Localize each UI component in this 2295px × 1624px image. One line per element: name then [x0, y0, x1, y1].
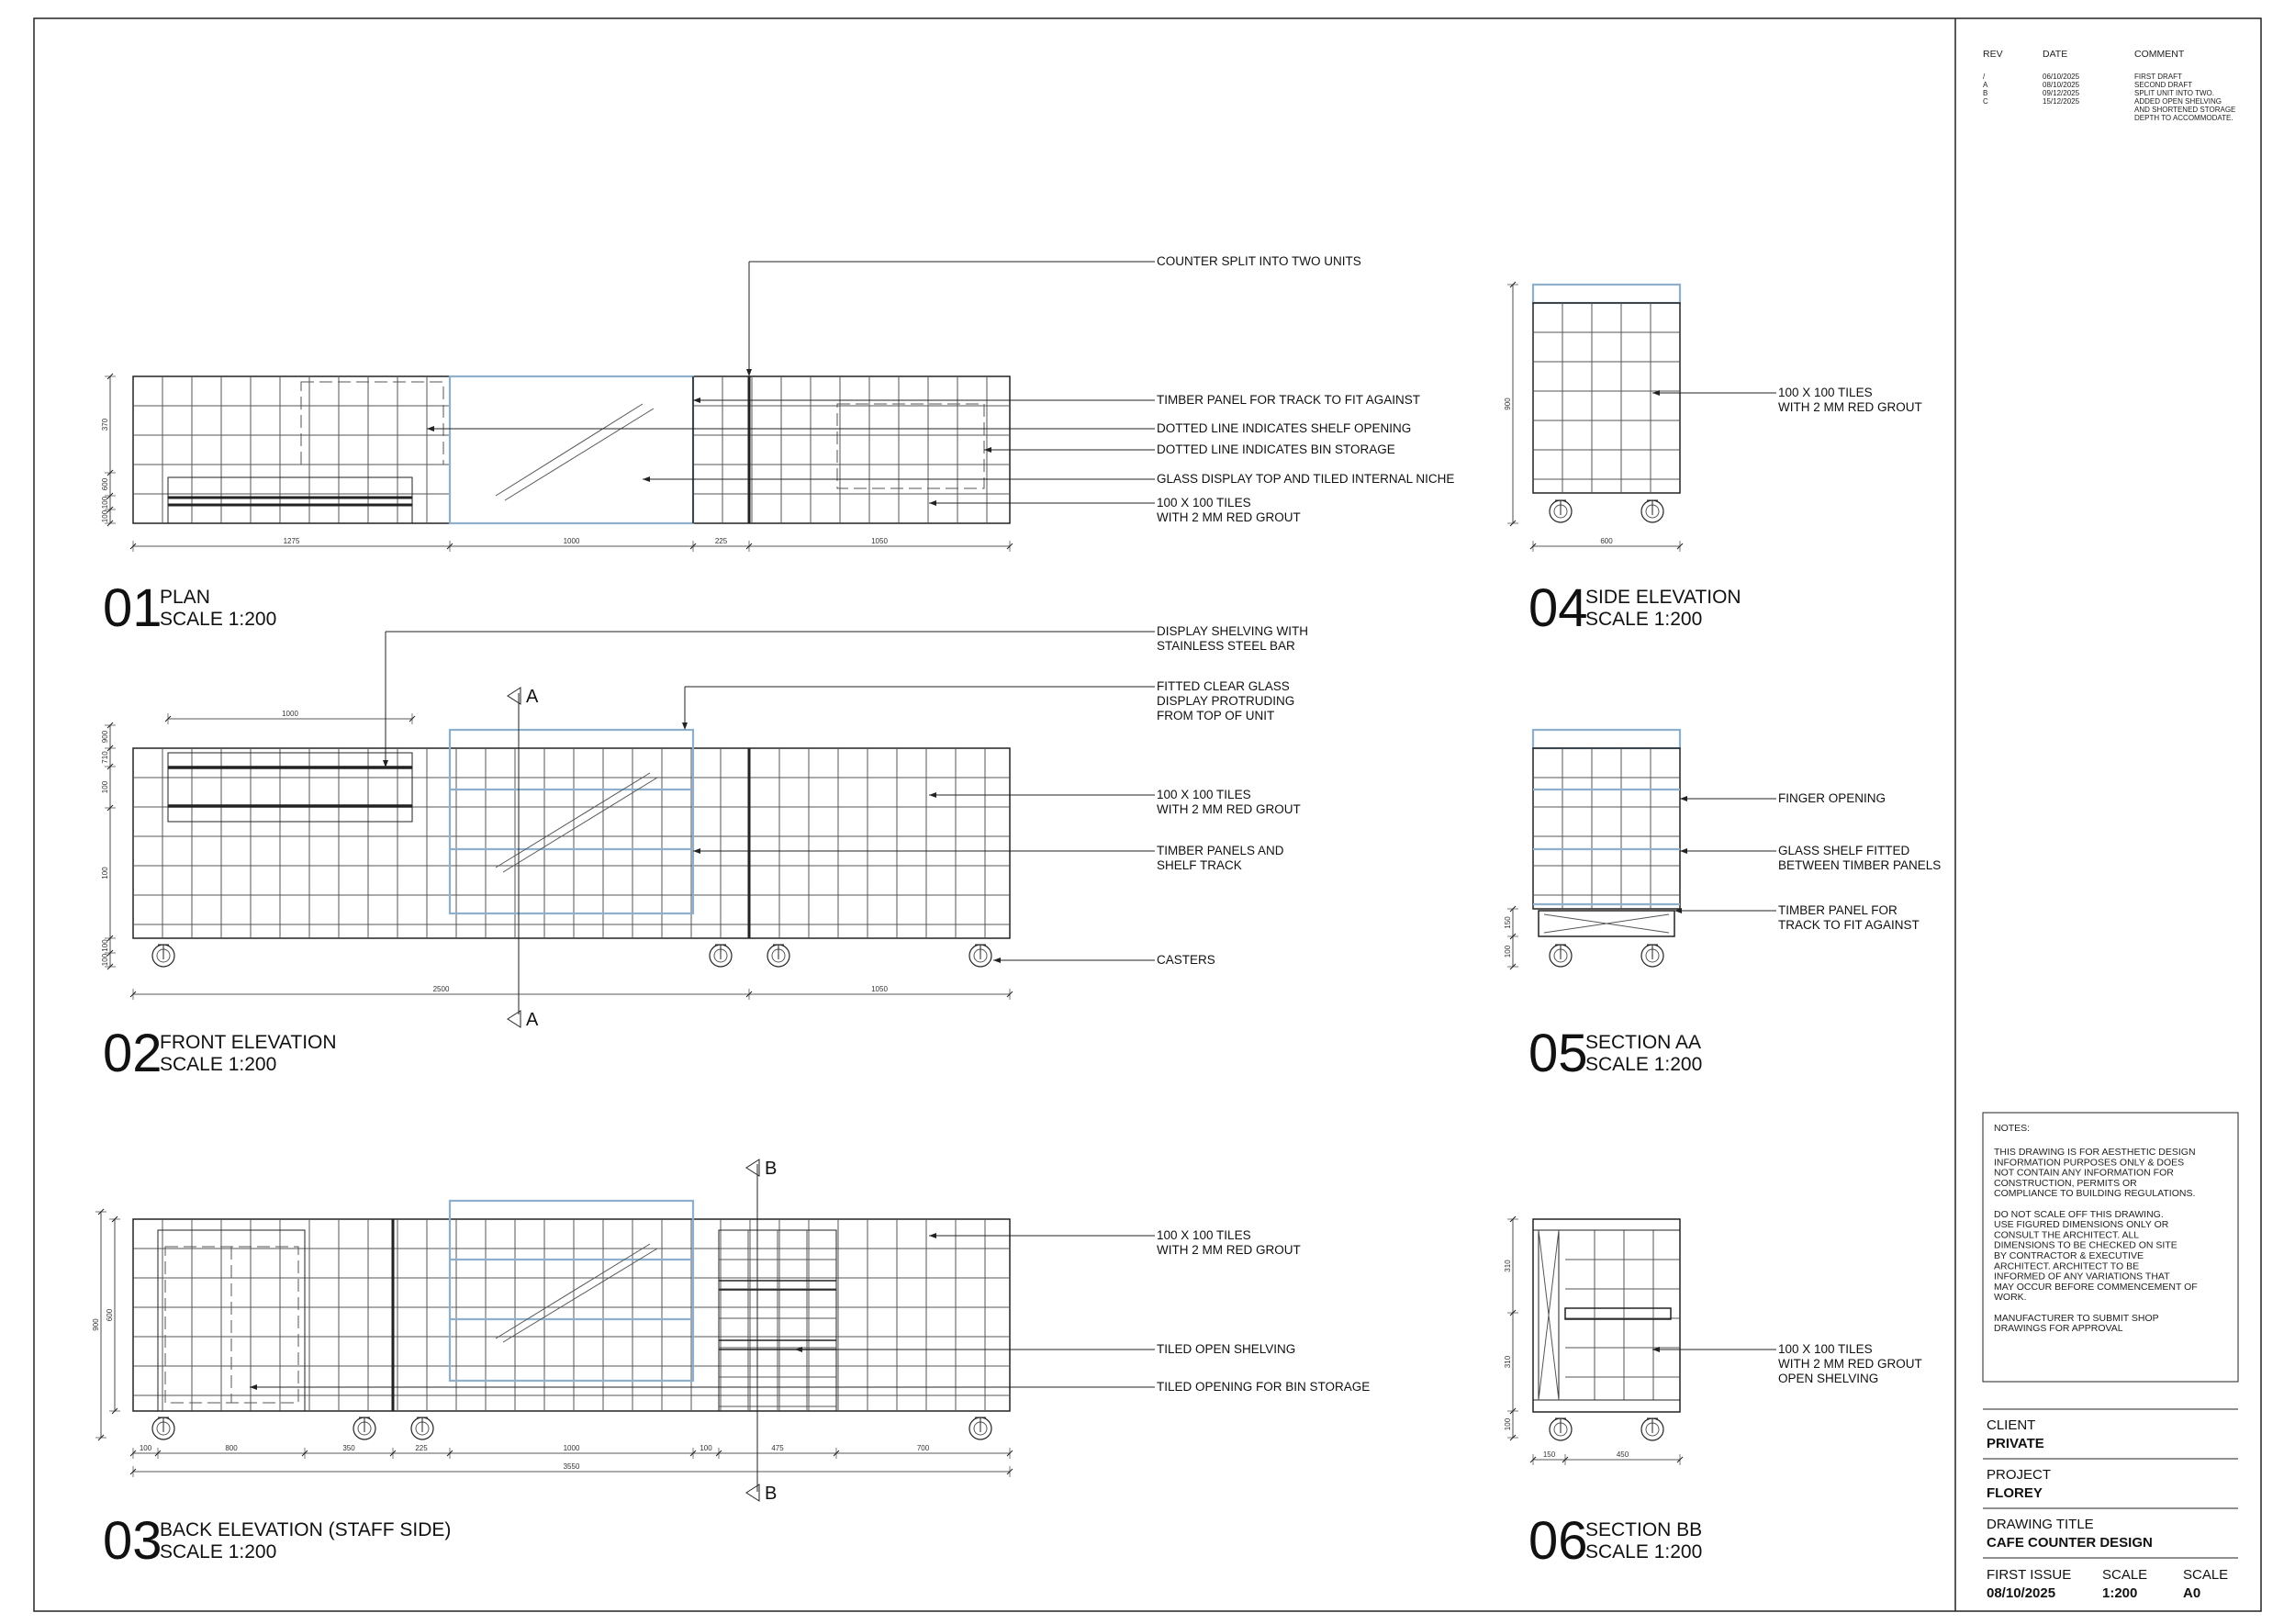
dimension-label: 600 — [101, 477, 109, 491]
annotation-bb-tiles-line: 100 X 100 TILES — [1778, 1342, 1873, 1356]
leader-arrow-icon — [693, 848, 700, 854]
front-outline — [133, 748, 1010, 938]
view-name: SIDE ELEVATION — [1585, 587, 1741, 608]
back-dimension-row2 — [130, 1462, 1013, 1477]
revision-comment: FIRST DRAFT — [2134, 73, 2182, 81]
dimension-label: 1000 — [282, 710, 298, 718]
notes-line: DRAWINGS FOR APPROVAL — [1994, 1323, 2123, 1335]
annotation-timber-panels-line: TIMBER PANELS AND — [1157, 844, 1284, 857]
annotation-glass-display-line: DISPLAY PROTRUDING — [1157, 694, 1295, 708]
annotation-shelf-opening-line: DOTTED LINE INDICATES SHELF OPENING — [1157, 421, 1412, 435]
dimension-label: 100 — [101, 496, 109, 510]
client-value: PRIVATE — [1987, 1436, 2044, 1451]
dimension-label: 900 — [92, 1318, 100, 1331]
annotation-front-tiles-line: WITH 2 MM RED GROUT — [1157, 802, 1301, 816]
leader-arrow-icon — [427, 426, 434, 431]
revision-date: 09/12/2025 — [2043, 89, 2080, 97]
annotation-back-tiles-line: 100 X 100 TILES — [1157, 1228, 1251, 1242]
view-name: FRONT ELEVATION — [160, 1032, 337, 1053]
annotation-aa-timber-panel-line: TIMBER PANEL FOR — [1778, 903, 1898, 917]
plan-tiles-right — [693, 376, 1010, 523]
plan-display-shelf — [168, 477, 412, 523]
annotation-plan-tiles-line: 100 X 100 TILES — [1157, 496, 1251, 510]
scale-label: SCALE — [2102, 1567, 2148, 1583]
bb-top-slab — [1533, 1219, 1680, 1230]
revision-comment: ADDED OPEN SHELVING — [2134, 97, 2222, 106]
dimension-label: 225 — [714, 537, 728, 545]
view-name: PLAN — [160, 587, 210, 608]
dimension-label: 350 — [342, 1444, 355, 1452]
revision-comment: SECOND DRAFT — [2134, 81, 2193, 89]
notes-line: BY CONTRACTOR & EXECUTIVE — [1994, 1250, 2144, 1261]
dimension-label: 1275 — [283, 537, 300, 545]
dimension-label: 100 — [139, 1444, 152, 1452]
drawing-title-value: CAFE COUNTER DESIGN — [1987, 1535, 2153, 1551]
bb-dimension-bottom — [1530, 1450, 1683, 1465]
dimension-label: 100 — [700, 1444, 712, 1452]
aa-caster-icon — [1550, 945, 1572, 967]
plan-outline — [133, 376, 1010, 523]
shelf-opening-dotted — [301, 382, 443, 465]
sheet-value: A0 — [2183, 1585, 2201, 1601]
notes-line: USE FIGURED DIMENSIONS ONLY OR — [1994, 1219, 2169, 1231]
dimension-label: 700 — [916, 1444, 930, 1452]
dimension-label: 2500 — [432, 985, 450, 993]
leader-arrow-icon — [929, 792, 936, 798]
plan-dimension-left — [101, 374, 116, 526]
view-scale: SCALE 1:200 — [1585, 1541, 1703, 1562]
notes-line: INFORMATION PURPOSES ONLY & DOES — [1994, 1157, 2185, 1169]
drawing-text — [103, 254, 1941, 1571]
notes-line: COMPLIANCE TO BUILDING REGULATIONS. — [1994, 1188, 2196, 1200]
dimension-label: 1000 — [563, 1444, 580, 1452]
view-name: BACK ELEVATION (STAFF SIDE) — [160, 1519, 452, 1540]
dimension-label: 100 — [1504, 945, 1512, 958]
section-marker-label: B — [765, 1159, 778, 1179]
revision-date: 06/10/2025 — [2043, 73, 2080, 81]
front-display-shelving — [168, 753, 412, 822]
dimension-label: 1050 — [871, 537, 888, 545]
front-dimension-bottom — [130, 985, 1013, 1000]
front-caster-icon — [710, 945, 732, 967]
title-block — [1983, 49, 2238, 1601]
back-tiles — [133, 1219, 1010, 1411]
dimension-label: 3550 — [563, 1462, 580, 1471]
bin-storage-dotted — [837, 404, 984, 488]
revision-header: COMMENT — [2134, 49, 2185, 60]
dimension-label: 1000 — [563, 537, 580, 545]
annotation-bin-storage-line: DOTTED LINE INDICATES BIN STORAGE — [1157, 442, 1395, 456]
leader-arrow-icon — [984, 447, 991, 453]
back-caster-icon — [411, 1417, 433, 1439]
dimension-label: 100 — [101, 780, 109, 794]
view-number: 02 — [103, 1024, 162, 1083]
revision-comment: SPLIT UNIT INTO TWO. — [2134, 89, 2214, 97]
dimension-label: 100 — [101, 939, 109, 952]
front-caster-icon — [767, 945, 789, 967]
back-caster-icon — [353, 1417, 375, 1439]
side-outline — [1533, 303, 1680, 493]
dimension-label: 150 — [1504, 916, 1512, 929]
back-caster-icon — [152, 1417, 174, 1439]
plan-tiles-left — [133, 376, 450, 523]
view-number: 05 — [1528, 1024, 1588, 1083]
side-glass-top — [1533, 285, 1680, 303]
dimension-label: 800 — [225, 1444, 238, 1452]
view-scale: SCALE 1:200 — [160, 1541, 277, 1562]
annotation-bb-tiles-line: WITH 2 MM RED GROUT — [1778, 1357, 1922, 1371]
notes-line: MAY OCCUR BEFORE COMMENCEMENT OF — [1994, 1281, 2198, 1293]
glass-reflection — [505, 409, 654, 500]
back-dimension-outer — [92, 1209, 106, 1440]
bb-tiles — [1565, 1230, 1680, 1400]
front-tiles — [133, 748, 1010, 938]
back-open-shelving-tiles — [719, 1230, 836, 1411]
revision-comment: DEPTH TO ACCOMMODATE. — [2134, 114, 2233, 122]
dimension-label: 475 — [771, 1444, 784, 1452]
dimension-label: 100 — [101, 953, 109, 967]
glass-reflection — [496, 1244, 650, 1338]
view-scale: SCALE 1:200 — [1585, 609, 1703, 630]
revision-date: 08/10/2025 — [2043, 81, 2080, 89]
notes-heading: NOTES: — [1994, 1123, 2031, 1134]
notes-line: INFORMED OF ANY VARIATIONS THAT — [1994, 1271, 2170, 1282]
annotation-open-shelving-line: TILED OPEN SHELVING — [1157, 1342, 1296, 1356]
aa-tiles — [1533, 748, 1680, 909]
leader-arrow-icon — [929, 500, 936, 506]
leader-arrow-icon — [929, 1233, 936, 1238]
annotation-display-shelving-line: STAINLESS STEEL BAR — [1157, 639, 1295, 653]
view-scale: SCALE 1:200 — [160, 1054, 277, 1075]
scale-value: 1:200 — [2102, 1585, 2138, 1601]
bb-base-slab — [1533, 1400, 1680, 1412]
section-marker-label: A — [526, 687, 539, 707]
revision-rev: / — [1983, 73, 1986, 81]
dimension-label: 900 — [1504, 398, 1512, 410]
front-dimension-left — [101, 722, 116, 969]
back-caster-icon — [969, 1417, 991, 1439]
view-name: SECTION BB — [1585, 1519, 1703, 1540]
leader-arrow-icon — [643, 476, 650, 482]
notes-line: DIMENSIONS TO BE CHECKED ON SITE — [1994, 1239, 2177, 1251]
annotation-glass-shelf-line: GLASS SHELF FITTED — [1778, 844, 1910, 857]
revision-rev: C — [1983, 97, 1988, 106]
dimension-label: 100 — [1504, 1417, 1512, 1431]
annotation-glass-shelf-line: BETWEEN TIMBER PANELS — [1778, 858, 1942, 872]
annotation-timber-panel-line: TIMBER PANEL FOR TRACK TO FIT AGAINST — [1157, 393, 1421, 407]
dimension-label: 900 — [101, 730, 109, 744]
leader-arrow-icon — [1680, 796, 1687, 801]
view-name: SECTION AA — [1585, 1032, 1702, 1053]
notes-line: MANUFACTURER TO SUBMIT SHOP — [1994, 1312, 2159, 1324]
dimension-label: 150 — [1542, 1450, 1556, 1459]
notes-line: WORK. — [1994, 1292, 2027, 1304]
project-value: FLOREY — [1987, 1485, 2043, 1501]
aa-dimension-left — [1504, 906, 1518, 969]
revision-date: 15/12/2025 — [2043, 97, 2080, 106]
annotation-bb-tiles-line: OPEN SHELVING — [1778, 1372, 1879, 1385]
annotation-glass-display-line: FITTED CLEAR GLASS — [1157, 679, 1290, 693]
front-caster-icon — [969, 945, 991, 967]
revision-header: DATE — [2043, 49, 2068, 60]
dimension-label: 310 — [1504, 1355, 1512, 1369]
back-outline — [133, 1219, 1010, 1411]
dimension-label: 600 — [1600, 537, 1613, 545]
dimension-label: 225 — [415, 1444, 428, 1452]
annotation-counter-split-line: COUNTER SPLIT INTO TWO UNITS — [1157, 254, 1361, 268]
dimension-label: 370 — [101, 418, 109, 431]
leader-arrow-icon — [746, 369, 752, 376]
annotation-aa-timber-panel-line: TRACK TO FIT AGAINST — [1778, 918, 1920, 932]
bb-caster-icon — [1550, 1418, 1572, 1440]
leader-arrow-icon — [693, 398, 700, 403]
glass-reflection — [503, 1249, 657, 1342]
revision-comment: AND SHORTENED STORAGE — [2134, 106, 2236, 114]
annotation-side-tiles-line: 100 X 100 TILES — [1778, 386, 1873, 399]
section-marker-label: A — [526, 1010, 539, 1030]
annotation-front-tiles-line: 100 X 100 TILES — [1157, 788, 1251, 801]
dimension-label: 310 — [1504, 1260, 1512, 1272]
project-label: PROJECT — [1987, 1467, 2052, 1483]
dimension-label: 710 — [101, 751, 109, 764]
notes-line: ARCHITECT. ARCHITECT TO BE — [1994, 1260, 2140, 1272]
notes-line: CONSULT THE ARCHITECT. ALL — [1994, 1229, 2140, 1241]
side-tiles — [1533, 303, 1680, 493]
bb-shelf — [1565, 1308, 1671, 1319]
section-marker-label: B — [765, 1484, 778, 1504]
view-scale: SCALE 1:200 — [160, 609, 277, 630]
back-dimension-row1 — [130, 1444, 1013, 1459]
aa-caster-icon — [1641, 945, 1663, 967]
annotation-bin-opening-line: TILED OPENING FOR BIN STORAGE — [1157, 1380, 1371, 1394]
annotation-display-shelving-line: DISPLAY SHELVING WITH — [1157, 624, 1309, 638]
revision-rev: B — [1983, 89, 1988, 97]
bb-outline — [1533, 1219, 1680, 1412]
notes-line: THIS DRAWING IS FOR AESTHETIC DESIGN — [1994, 1147, 2196, 1158]
glass-reflection — [503, 778, 657, 872]
view-scale: SCALE 1:200 — [1585, 1054, 1703, 1075]
leader-arrow-icon — [993, 958, 1001, 963]
bb-caster-icon — [1641, 1418, 1663, 1440]
annotation-plan-tiles-line: WITH 2 MM RED GROUT — [1157, 510, 1301, 524]
aa-glass-top — [1533, 730, 1680, 748]
dimension-label: 600 — [106, 1308, 114, 1322]
plan-dimension-bottom — [130, 537, 1013, 552]
side-dimension-left — [1504, 282, 1518, 526]
annotation-finger-opening-line: FINGER OPENING — [1778, 791, 1886, 805]
back-glass-display — [450, 1201, 693, 1381]
view-number: 04 — [1528, 578, 1588, 638]
drawing-views — [92, 262, 1776, 1501]
dimension-label: 450 — [1616, 1450, 1629, 1459]
annotation-back-tiles-line: WITH 2 MM RED GROUT — [1157, 1243, 1301, 1257]
side-caster-icon — [1550, 500, 1572, 522]
side-dimension-bottom — [1530, 537, 1683, 552]
aa-outline — [1533, 748, 1680, 909]
dimension-label: 1050 — [871, 985, 888, 993]
front-caster-icon — [152, 945, 174, 967]
drawing-title-label: DRAWING TITLE — [1987, 1517, 2094, 1532]
client-label: CLIENT — [1987, 1417, 2036, 1433]
glass-reflection — [496, 404, 643, 496]
dimension-label: 100 — [101, 510, 109, 523]
first-issue-value: 08/10/2025 — [1987, 1585, 2056, 1601]
side-caster-icon — [1641, 500, 1663, 522]
notes-line: NOT CONTAIN ANY INFORMATION FOR — [1994, 1167, 2174, 1179]
plan-glass-top — [450, 376, 693, 523]
annotation-casters-line: CASTERS — [1157, 953, 1215, 967]
bb-dimension-left — [1504, 1216, 1518, 1440]
annotation-side-tiles-line: WITH 2 MM RED GROUT — [1778, 400, 1922, 414]
dimension-label: 100 — [101, 867, 109, 879]
view-number: 03 — [103, 1511, 162, 1571]
sheet-label: SCALE — [2183, 1567, 2229, 1583]
leader-arrow-icon — [682, 722, 688, 730]
notes-line: DO NOT SCALE OFF THIS DRAWING. — [1994, 1208, 2164, 1220]
back-dimension-inner — [106, 1216, 120, 1414]
front-dimension-top — [165, 710, 415, 724]
annotation-timber-panels-line: SHELF TRACK — [1157, 858, 1242, 872]
notes-line: CONSTRUCTION, PERMITS OR — [1994, 1177, 2137, 1189]
annotation-glass-display-line: FROM TOP OF UNIT — [1157, 709, 1275, 722]
view-number: 06 — [1528, 1511, 1588, 1571]
leader-arrow-icon — [1680, 848, 1687, 854]
first-issue-label: FIRST ISSUE — [1987, 1567, 2072, 1583]
revision-header: REV — [1983, 49, 2003, 60]
revision-rev: A — [1983, 81, 1988, 89]
annotation-glass-top-line: GLASS DISPLAY TOP AND TILED INTERNAL NICHE — [1157, 472, 1455, 486]
view-number: 01 — [103, 578, 162, 638]
